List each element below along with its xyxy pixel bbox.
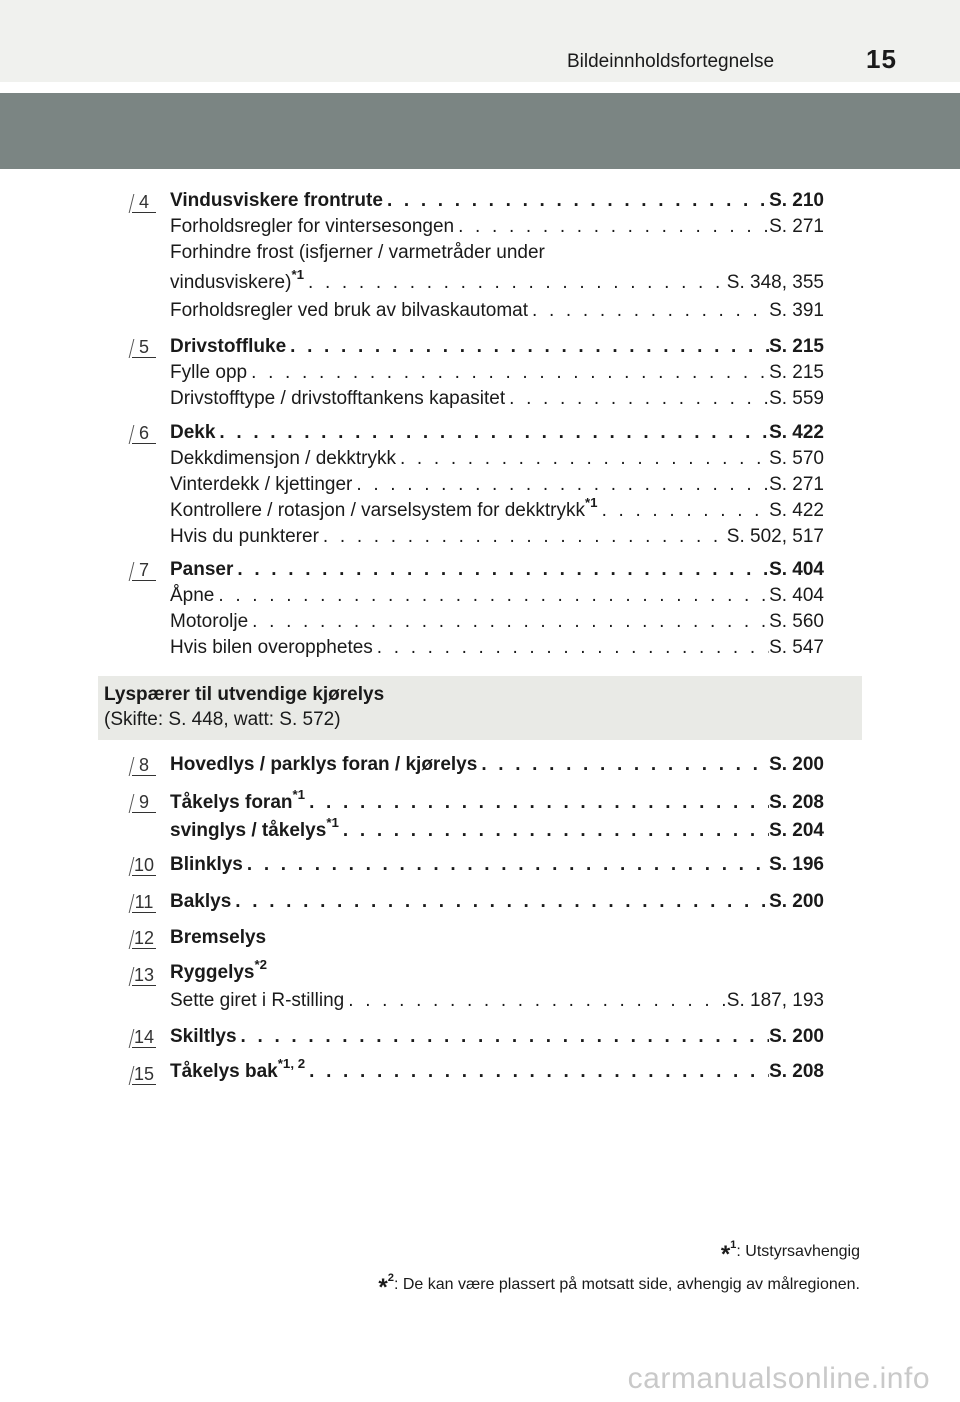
- toc-group: [170, 889, 824, 915]
- toc-group: [170, 334, 824, 412]
- toc-page-ref: S. 215: [769, 362, 824, 383]
- leader-dots: [505, 386, 769, 412]
- leader-dots: [248, 609, 769, 635]
- callout-number: 13: [133, 965, 155, 985]
- leader-dots: [344, 988, 727, 1014]
- toc-group: [170, 956, 824, 1014]
- callout-number: 14: [133, 1027, 155, 1047]
- leader-dots: [247, 360, 769, 386]
- watermark: carmanualsonline.info: [627, 1362, 930, 1395]
- toc-page-ref: S. 422: [769, 422, 824, 443]
- leader-dots: [305, 1059, 769, 1085]
- toc-row[interactable]: [170, 1055, 824, 1087]
- lights-section-title: Lyspærer til utvendige kjørelys: [104, 684, 385, 705]
- toc-label: Skiltlys: [170, 1026, 237, 1047]
- toc-row[interactable]: [170, 889, 824, 915]
- callout-number: 5: [132, 337, 156, 358]
- leader-dots: [477, 752, 769, 778]
- toc-page-ref: S. 559: [769, 388, 824, 409]
- toc-group: [170, 752, 824, 778]
- footnote-text: : De kan være plassert på motsatt side, avhengig av målregionen.: [393, 1276, 860, 1293]
- toc-label: Forholdsregler ved bruk av bilvaskautomat: [170, 300, 529, 321]
- toc-label: Drivstoffluke: [170, 336, 287, 357]
- toc-row[interactable]: [170, 925, 824, 951]
- leader-dots: [305, 790, 769, 816]
- toc-page-ref: S. 391: [769, 300, 824, 321]
- toc-page-ref: S. 271: [769, 474, 824, 495]
- toc-row[interactable]: [170, 635, 824, 661]
- toc-page-ref: S. 271: [769, 216, 824, 237]
- toc-label: Kontrollere / rotasjon / varselsystem for dekktrykk$^{*1}$: [170, 494, 598, 521]
- toc-group: [170, 1024, 824, 1050]
- toc-row[interactable]: [170, 583, 824, 609]
- leader-dots: [319, 524, 727, 550]
- leader-dots: [231, 889, 769, 915]
- toc-page-ref: S. 348, 355: [726, 272, 824, 293]
- toc-label: Motorolje: [170, 611, 249, 632]
- toc-group: [170, 925, 824, 951]
- toc-row: [170, 240, 824, 266]
- callout-number: 15: [133, 1064, 155, 1084]
- toc-page-ref: S. 560: [769, 611, 824, 632]
- toc-label: Fylle opp: [170, 362, 248, 383]
- toc-row[interactable]: [170, 609, 824, 635]
- toc-label: Drivstofftype / drivstofftankens kapasitet: [170, 388, 506, 409]
- page-number: 15: [866, 44, 897, 74]
- footnote-marker: 1: [730, 1238, 737, 1251]
- toc-group: [170, 1055, 824, 1087]
- toc-page-ref: S. 404: [769, 585, 824, 606]
- toc-label: Vinterdekk / kjettinger: [170, 474, 353, 495]
- toc-group: [170, 420, 824, 550]
- toc-page-ref: S. 208: [769, 792, 824, 813]
- footnote-1: *$^1$: Utstyrsavhengig: [720, 1238, 860, 1268]
- footnote-marker: 2: [387, 1271, 394, 1284]
- header-image-band: [0, 93, 960, 169]
- section-title: Bildeinnholdsfortegnelse: [567, 51, 775, 72]
- toc-label: Dekk: [170, 422, 216, 443]
- leader-dots: [286, 334, 769, 360]
- leader-dots: [243, 852, 769, 878]
- leader-dots: [383, 188, 769, 214]
- footnote-text: : Utstyrsavhengig: [736, 1243, 860, 1260]
- toc-label: Baklys: [170, 891, 232, 912]
- toc-label: vindusviskere)$^{*1}$: [170, 266, 305, 293]
- footnote-marker: *1, 2: [277, 1055, 306, 1071]
- toc-label: Hovedlys / parklys foran / kjørelys: [170, 754, 478, 775]
- toc-label: Tåkelys bak$^{*1, 2}$: [170, 1055, 306, 1082]
- leader-dots: [373, 635, 769, 661]
- toc-page-ref: S. 210: [769, 190, 824, 211]
- toc-row[interactable]: [170, 420, 824, 446]
- leader-dots: [352, 472, 769, 498]
- toc-label: Sette giret i R-stilling: [170, 990, 345, 1011]
- toc-page-ref: S. 200: [769, 1026, 824, 1047]
- toc-label: Blinklys: [170, 854, 243, 875]
- leader-dots: [339, 818, 769, 844]
- leader-dots: [304, 270, 727, 296]
- footnote-marker: *1: [584, 494, 598, 510]
- toc-label: Hvis du punkterer: [170, 526, 319, 547]
- lights-section-subtitle: (Skifte: S. 448, watt: S. 572): [104, 709, 341, 730]
- toc-row[interactable]: [170, 188, 824, 214]
- callout-number: 6: [132, 423, 156, 444]
- callout-number: 12: [133, 928, 155, 948]
- footnote-marker: *1: [291, 266, 305, 282]
- toc-page-ref: S. 547: [769, 637, 824, 658]
- callout-number: 7: [132, 560, 156, 581]
- toc-row[interactable]: [170, 472, 824, 498]
- toc-group: [170, 188, 824, 324]
- toc-label: Åpne: [170, 585, 215, 606]
- toc-page-ref: S. 200: [769, 891, 824, 912]
- toc-label: Forholdsregler for vintersesongen: [170, 216, 455, 237]
- toc-row[interactable]: [170, 988, 824, 1014]
- toc-row[interactable]: [170, 524, 824, 550]
- toc-label: Vindusviskere frontrute: [170, 190, 383, 211]
- footnote-2: *$^2$: De kan være plassert på motsatt side, avhengig av målregionen.: [378, 1271, 860, 1301]
- toc-page-ref: S. 196: [769, 854, 824, 875]
- footnote-marker: *2: [254, 956, 268, 972]
- toc-page-ref: S. 187, 193: [726, 990, 824, 1011]
- toc-row[interactable]: [170, 446, 824, 472]
- leader-dots: [233, 557, 769, 583]
- toc-label: Hvis bilen overopphetes: [170, 637, 373, 658]
- toc-page-ref: S. 502, 517: [726, 526, 824, 547]
- toc-row[interactable]: [170, 956, 824, 988]
- toc-label: Forhindre frost (isfjerner / varmetråder under: [170, 242, 545, 263]
- callout-number: 4: [132, 192, 156, 213]
- toc-row[interactable]: [170, 557, 824, 583]
- toc-row[interactable]: [170, 494, 824, 524]
- footnote-marker: *1: [326, 814, 339, 830]
- toc-row[interactable]: [170, 214, 824, 240]
- leader-dots: [396, 446, 769, 472]
- toc-label: Panser: [170, 559, 234, 580]
- toc-row[interactable]: [170, 814, 824, 844]
- toc-page-ref: S. 570: [769, 448, 824, 469]
- toc-row[interactable]: [170, 334, 824, 360]
- toc-page-ref: S. 404: [769, 559, 824, 580]
- toc-label: Tåkelys foran$^{*1}$: [170, 786, 306, 813]
- toc-row[interactable]: [170, 786, 824, 818]
- leader-dots: [237, 1024, 770, 1050]
- toc-group: [170, 786, 824, 844]
- toc-row[interactable]: [170, 852, 824, 878]
- callout-number: 11: [132, 892, 156, 913]
- toc-row[interactable]: [170, 386, 824, 412]
- toc-row[interactable]: [170, 1024, 824, 1050]
- header-band: [0, 0, 960, 82]
- toc-row[interactable]: [170, 752, 824, 778]
- leader-dots: [528, 298, 769, 324]
- callout-number: 8: [132, 755, 156, 776]
- toc-page-ref: S. 208: [769, 1061, 824, 1082]
- toc-page-ref: S. 200: [769, 754, 824, 775]
- callout-number: 9: [132, 792, 156, 813]
- callout-number: 10: [133, 855, 155, 875]
- leader-dots: [215, 420, 769, 446]
- toc-page-ref: S. 422: [769, 500, 824, 521]
- footnote-marker: *1: [292, 786, 306, 802]
- toc-page-ref: S. 204: [769, 820, 824, 841]
- toc-row[interactable]: [170, 298, 824, 324]
- toc-group: [170, 852, 824, 878]
- toc-label: Dekkdimensjon / dekktrykk: [170, 448, 396, 469]
- leader-dots: [454, 214, 769, 240]
- leader-dots: [214, 583, 769, 609]
- toc-row[interactable]: [170, 266, 824, 298]
- toc-group: [170, 557, 824, 661]
- leader-dots: [598, 498, 770, 524]
- toc-row[interactable]: [170, 360, 824, 386]
- toc-page-ref: S. 215: [769, 336, 824, 357]
- toc-label: svinglys / tåkelys$^{*1}$: [170, 814, 339, 841]
- toc-label: Bremselys: [170, 927, 267, 948]
- toc-label: Ryggelys$^{*2}$: [170, 956, 268, 983]
